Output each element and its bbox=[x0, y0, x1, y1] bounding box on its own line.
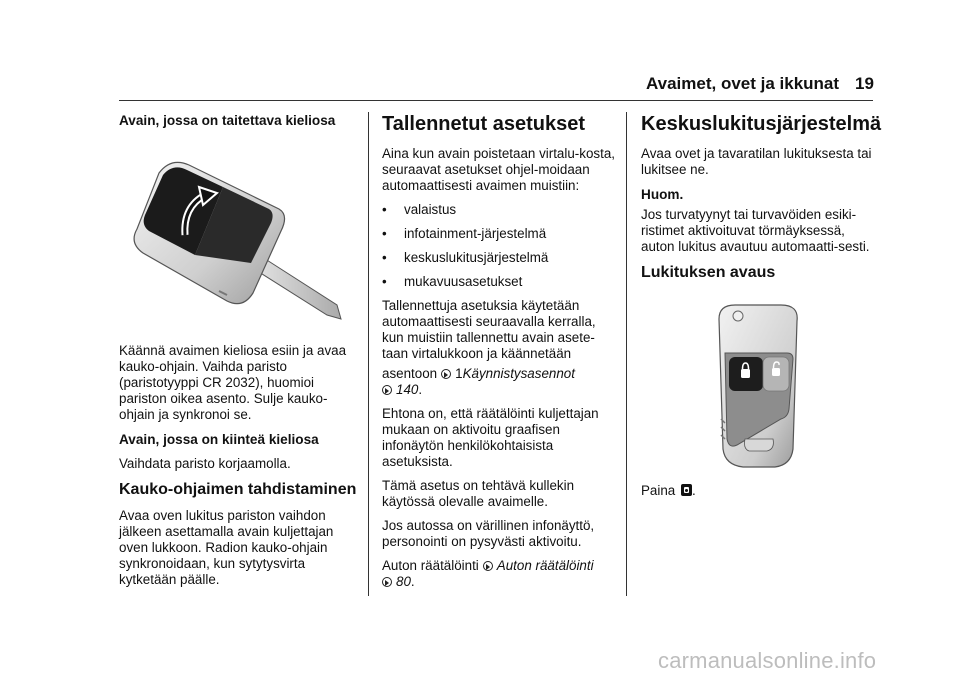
note-text: Jos turvatyynyt tai turvavöiden esiki-ristimet aktivoituvat törmäyksessä, auton lukitus avautuu automaatti-sesti. bbox=[641, 207, 870, 254]
paragraph-usage: Tallennettuja asetuksia käytetään automaattisesti seuraavalla kerralla, kun muistiin tallennettu avain asete-taan virtalukkoon ja käännetään bbox=[382, 298, 596, 361]
ref-lead: asentoon bbox=[382, 366, 438, 381]
column-1 bbox=[119, 112, 357, 596]
page-number: 19 bbox=[855, 74, 874, 93]
list-item-text: mukavuusasetukset bbox=[404, 274, 523, 289]
cross-reference-icon bbox=[382, 385, 392, 395]
paragraph-intro: Aina kun avain poistetaan virtalu-kosta, seuraavat asetukset ohjel-moidaan automaattisesti avaimen muistiin: bbox=[382, 146, 615, 193]
note-label: Huom. bbox=[641, 187, 684, 202]
watermark: carmanualsonline.info bbox=[658, 648, 877, 673]
cross-reference-icon bbox=[382, 577, 392, 587]
list-item bbox=[382, 274, 618, 290]
page-header bbox=[0, 72, 960, 98]
list-item bbox=[382, 202, 618, 218]
ref-page[interactable]: 140 bbox=[396, 382, 419, 397]
paragraph-position-ref: asentoon 1Käynnistysasennot 140. bbox=[382, 366, 575, 397]
paragraph-each-key: Tämä asetus on tehtävä kullekin käytössä olevalle avaimelle. bbox=[382, 478, 575, 509]
paragraph-press: Paina . bbox=[641, 483, 696, 498]
press-text: Paina bbox=[641, 483, 676, 498]
cross-reference-icon bbox=[441, 369, 451, 379]
heading-fixed-key: Avain, jossa on kiinteä kieliosa bbox=[119, 432, 319, 447]
list-item-text: keskuslukitusjärjestelmä bbox=[404, 250, 549, 265]
bullet: • bbox=[382, 250, 387, 265]
ref-title[interactable]: Käynnistysasennot bbox=[462, 366, 575, 381]
remote-image bbox=[641, 299, 877, 477]
heading-central-locking: Keskuslukitusjärjestelmä bbox=[641, 113, 882, 135]
column-3 bbox=[641, 112, 882, 507]
heading-remote-sync: Kauko-ohjaimen tahdistaminen bbox=[119, 481, 357, 498]
paragraph-condition: Ehtona on, että räätälöinti kuljettajan mukaan on aktivoitu graafisen infonäytön henkilökohtaisista asetuksista. bbox=[382, 406, 599, 469]
ref-title[interactable]: Auton räätälöinti bbox=[496, 558, 594, 573]
ref-lead: Auton räätälöinti bbox=[382, 558, 479, 573]
column-divider-2 bbox=[626, 112, 627, 596]
remote-key-illustration bbox=[641, 299, 877, 477]
settings-list bbox=[382, 202, 618, 290]
paragraph-workshop: Vaihdata paristo korjaamolla. bbox=[119, 456, 291, 471]
paragraph-sync: Avaa oven lukitus pariston vaihdon jälkeen asettamalla avain kuljettajan oven lukkoon. Radion kauko-ohjain synkronoidaan, kun sytytysvirta kytketään päälle. bbox=[119, 508, 334, 587]
unlock-icon bbox=[681, 484, 692, 496]
bullet: • bbox=[382, 274, 387, 289]
ref-prefix: 1 bbox=[455, 366, 463, 381]
cross-reference-icon bbox=[483, 561, 493, 571]
bullet: • bbox=[382, 202, 387, 217]
heading-saved-settings: Tallennetut asetukset bbox=[382, 113, 586, 135]
section-title: Avaimet, ovet ja ikkunat bbox=[646, 74, 840, 93]
paragraph-color-display: Jos autossa on värillinen infonäyttö, personointi on pysyvästi aktivoitu. bbox=[382, 518, 595, 549]
list-item-text: infotainment-järjestelmä bbox=[404, 226, 547, 241]
paragraph-central-locking: Avaa ovet ja tavaratilan lukituksesta tai lukitsee ne. bbox=[641, 146, 872, 177]
heading-foldable-key: Avain, jossa on taitettava kieliosa bbox=[119, 113, 336, 128]
paragraph-replace-battery: Käännä avaimen kieliosa esiin ja avaa kauko-ohjain. Vaihda paristo (paristotyyppi CR 2032), huomioi pariston oikea asento. Sulje kauko-ohjain ja synkronoi se. bbox=[119, 343, 347, 422]
column-divider-1 bbox=[368, 112, 369, 596]
bullet: • bbox=[382, 226, 387, 241]
paragraph-personalization-ref: Auton räätälöinti Auton räätälöinti 80. bbox=[382, 558, 594, 589]
heading-unlocking: Lukituksen avaus bbox=[641, 264, 776, 281]
list-item bbox=[382, 250, 618, 266]
list-item-text: valaistus bbox=[404, 202, 457, 217]
header-divider bbox=[119, 100, 873, 101]
column-2 bbox=[382, 112, 618, 598]
foldable-key-illustration bbox=[119, 143, 357, 331]
list-item bbox=[382, 226, 618, 242]
key-image bbox=[119, 143, 357, 331]
ref-page[interactable]: 80 bbox=[396, 574, 411, 589]
